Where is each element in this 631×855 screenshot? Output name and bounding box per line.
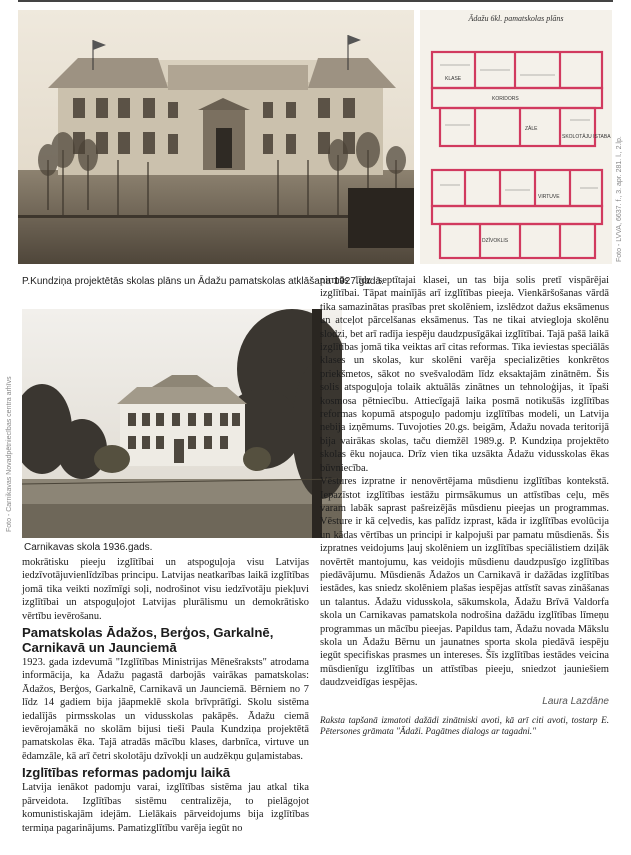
- carnikava-school-illustration: [22, 309, 342, 538]
- floor-plan-drawing: [420, 10, 612, 264]
- left-paragraph-1923: 1923. gada izdevumā "Izglītības Ministrijas Mēnešraksts" atrodama informācija, ka Ādažu pagastā darbojās vairākas pamatskolas: Ādažos, Berģos, Garkalnē, Carnikavā un Jaunciemā. Bērniem no 7 līdz 14 gadiem bija jāapmeklē skola brīvprātīgi. Skolu sistēma iedalījās pirmsskolas un vidusskolas pakāpēs. Ādažu ciemā ievērojamākā no skolām bijusi tieši Paula Kundziņa projektētā pamatskolas ēka. Tajā atradās mācību klases, darbnīca, virtuve un ēdamzāle, kā arī četri skolotāju dzīvokļi un audzēkņu guļamistabas.: [22, 657, 309, 762]
- carnikava-photo-caption: Carnikavas skola 1936.gads.: [24, 542, 153, 553]
- author-name: Laura Lazdāne: [542, 695, 609, 707]
- plan-label-teachers-room: SKOLOTĀJU ISTABA: [562, 134, 611, 140]
- right-paragraph-reforms: pirmās līdz septītajai klasei, un tas bija solis pretī vispārējai izglītībai. Tāpat mainījās arī izglītības pieeja. Vienkāršošanas vārdā tika samazinātas prasības pret skolēniem, izslēdzot dažus eksāmenus un atceļot pārcelšanas eksāmenus. Tas ne tikai atviegloja skolēnu slodzi, bet arī radīja iespēju daudzpusīgākai izglītībai. Tajā pašā laikā izglītības jomā tika veiktas arī citas reformas. Tika ieviestas speciālās klases un skolas, kur skolēni varēja specializēties konkrētos priekšmetos, sākot no svešvalodām līdz eksaktajām zinātnēm. Šis solis atspoguļoja tolaik aktuālās zinātnes un tehnoloģijas, it īpaši kosmosa pētniecību. Attiecīgajā laika posmā notikušās izglītības reformas kopumā atspoguļo padomju izglītības modeli, un Latvija nebija izņēmums. Tuvojoties 20.gs. beigām, Ādažu novada teritorijā bija vairākas skolas, taču diemžēl 1989.g. P. Kundziņa projektēto skolas ēku nojauca. Drīz vien tika uzsākta Ādažu vidusskolas ēkas būvniecība.: [320, 275, 609, 474]
- section-heading-soviet-reforms: Izglītības reformas padomju laikā: [22, 765, 231, 781]
- left-intro-paragraph: mokrātisku pieeju izglītībai un atspoguļoja visu Latvijas iedzīvotājuvienlīdzības principu. Latvijas neatkarības laikā izglītības jomā tika veikti nozīmīgi soļi, nodrošinot visu iedzīvotāju piekļuvi izglītībai un atspoguļojot Latvijas plurālismu un demokrātisko vērtību ievērošanu.: [22, 557, 309, 622]
- plan-label-corridor: KORIDORS: [492, 96, 519, 102]
- top-photo-caption: P.Kundziņa projektētās skolas plāns un Ādažu pamatskolas atklāšana 1927.gadā.: [22, 276, 384, 287]
- photo-credit-left: Foto - Carnikavas Novadpētniecības centra arhīvs: [6, 376, 13, 532]
- adazi-school-photo: [18, 10, 414, 264]
- school-floor-plan: [420, 10, 612, 264]
- section-heading-primary-schools: Pamatskolas Ādažos, Berģos, Garkalnē, Carnikavā un Jaunciemā: [22, 625, 274, 656]
- left-column: [22, 556, 309, 835]
- footnote: Raksta tapšanā izmatoti dažādi zinātniski avoti, kā arī citi avoti, tostarp E. Pētersones grāmata "Ādaži. Pagātnes dialogs ar tagadni.": [320, 714, 609, 736]
- plan-label-hall: ZĀLE: [525, 126, 538, 132]
- adazi-school-illustration: [18, 10, 414, 264]
- plan-label-apartment: DZĪVOKLIS: [482, 238, 509, 244]
- right-column: [320, 274, 609, 737]
- plan-label-kitchen: VIRTUVE: [538, 194, 560, 200]
- right-paragraph-history: Vēstures izpratne ir nenovērtējama mūsdienu izglītības kontekstā. Iepazīstot izglītības iestāžu pirmsākumus un attīstības ceļu, mēs varam labāk saprast pašreizējās mūsdienu pieejas un programmas. Vēsture ir kā ceļvedis, kas palīdz izprast, kāda ir izglītības evolūcija un kādas vērtības un principi ir kalpojuši par pamatu mūsdienās. Šis izpratnes veidojums ļauj skolēniem un izglītības speciālistiem dziļāk novērtēt mantojumu, kas veidojis mūsdienu daudzpusīgo izglītības piedāvājumu. Mūsdienās Ādažos un Carnikavā ir dažādas izglītības iestādes, kas sniedz skolēniem plašas iespējas attīstīt savas zināšanas un talantus. Ādažu vidusskola, sākumskola, Ādažu Brīvā Valdorfa skola un Carnikavas pamatskola nodrošina dažādu izglītības līmeņu programmas un mācību pieejas. Papildus tam, Ādažu novada Mākslu skola un Ādažu Bērnu un jaunatnes sporta skola piedāvā iespēju iegūt specifiskas prasmes un intereses. Šīs izglītības iestādes veicina mūsdienīgu izglītības un attīstības pieeju, sniedzot jauniešiem daudzveidīgas iespējas.: [320, 476, 609, 689]
- left-paragraph-soviet: Latvija ienākot padomju varai, izglītības sistēma jau atkal tika pārveidota. Izglītības sistēmu centralizēja, to pielāgojot komunistiskajām idejām. Lielākais pārveidojums bija izglītības termiņa pagarinājums. Pamatizglītību varēja iegūt no: [22, 782, 309, 834]
- plan-label-class: KLASE: [445, 76, 462, 82]
- plan-title: Ādažu 6kl. pamatskolas plāns: [468, 14, 564, 23]
- top-rule: [18, 0, 613, 2]
- photo-credit-right: Foto - LVVA, 6637. f., 3. apr. 281. l., 2.lp.: [616, 136, 623, 262]
- carnikava-school-photo: [22, 309, 342, 538]
